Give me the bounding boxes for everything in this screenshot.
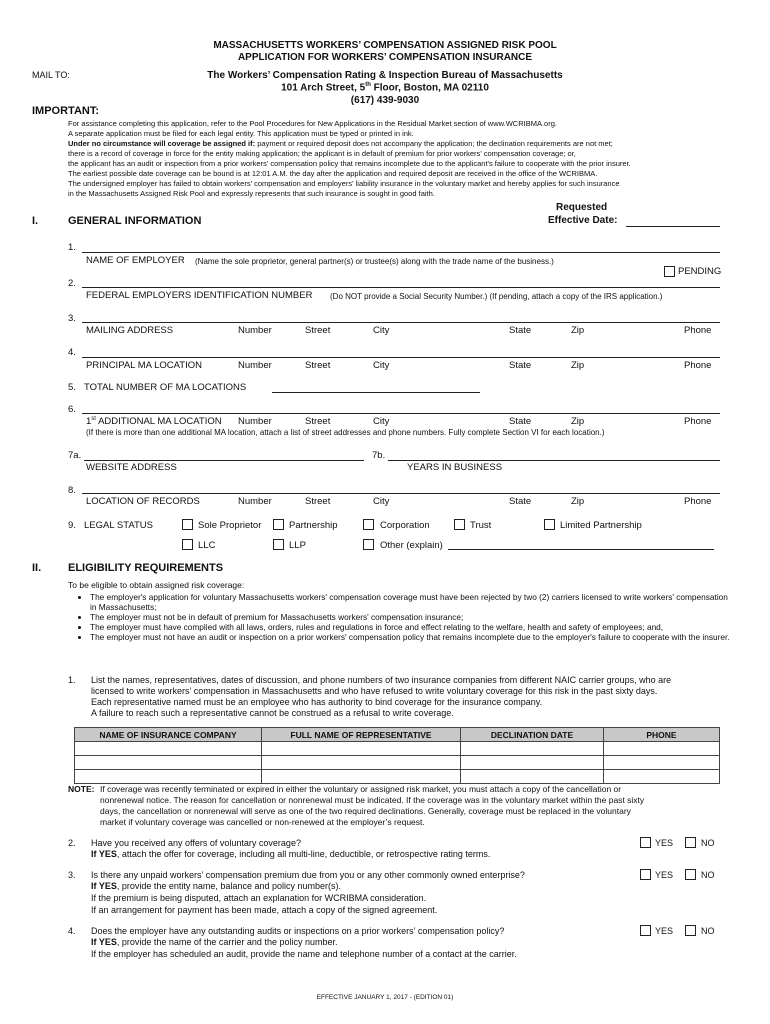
- q3-yes-label: YES: [655, 870, 674, 880]
- note-line3: days, the cancellation or nonrenewal will serve as one of the two required declinations. Generally, coverage must be replaced in the voluntary: [100, 806, 631, 816]
- trust-label: Trust: [470, 520, 492, 531]
- declination-table: [74, 727, 720, 784]
- table-cell[interactable]: [461, 756, 604, 770]
- trust-checkbox[interactable]: [454, 519, 465, 530]
- table-cell[interactable]: [75, 742, 262, 756]
- q1-line4: A failure to reach such a representative cannot be construed as a refusal to write coverage.: [91, 708, 454, 718]
- years-in-business-label: YEARS IN BUSINESS: [407, 462, 503, 473]
- note-line1: If coverage was recently terminated or expired in either the voluntary or assigned risk market, you must attach a copy of the cancellation or: [100, 784, 622, 794]
- effective-date-field[interactable]: [626, 226, 720, 227]
- col-insurance-company: NAME OF INSURANCE COMPANY: [75, 728, 262, 742]
- q3-yes-checkbox[interactable]: [640, 869, 651, 880]
- q2-yes-checkbox[interactable]: [640, 837, 651, 848]
- important-line5: the applicant has an audit or inspection from a prior workers’ compensation policy that remains incomplete due to the applicant's failure to cooperate with the prior insurer.: [68, 159, 631, 168]
- table-cell[interactable]: [461, 770, 604, 784]
- eligibility-bullet: • The employer's application for voluntary Massachusetts workers' compensation coverage must have been rejected by two (2) carriers licensed to write workers' compensation in Massachusetts;: [90, 592, 736, 612]
- corporation-label: Corporation: [380, 520, 430, 531]
- principal-location-field[interactable]: [82, 357, 720, 358]
- llp-checkbox[interactable]: [273, 539, 284, 550]
- item9-number: 9.: [68, 520, 76, 531]
- table-cell[interactable]: [262, 770, 461, 784]
- bureau-address: 101 Arch Street, 5th Floor, Boston, MA 02110: [281, 82, 489, 94]
- principal-phone-label: Phone: [684, 360, 712, 371]
- principal-street-label: Street: [305, 360, 331, 371]
- limited-partnership-checkbox[interactable]: [544, 519, 555, 530]
- table-cell[interactable]: [262, 756, 461, 770]
- important-line1: For assistance completing this application, refer to the Pool Procedures for New Applications in the Residual Market section of www.WCRIBMA.org.: [68, 119, 557, 128]
- legal-status-label: LEGAL STATUS: [84, 520, 153, 531]
- total-locations-label: TOTAL NUMBER OF MA LOCATIONS: [84, 382, 247, 393]
- mail-to-label: MAIL TO:: [32, 70, 70, 80]
- table-cell[interactable]: [75, 770, 262, 784]
- q2-number: 2.: [68, 838, 76, 848]
- q3-line3: If the premium is being disputed, attach an explanation for WCRIBMA consideration.: [91, 893, 427, 903]
- important-line2: A separate application must be filed for each legal entity. This application must be typed or printed in ink.: [68, 129, 414, 138]
- mailing-state-label: State: [509, 325, 532, 336]
- important-line8: in the Massachusetts Assigned Risk Pool and expressly represents that such insurance is sought in good faith.: [68, 189, 435, 198]
- corporation-checkbox[interactable]: [363, 519, 374, 530]
- llp-label: LLP: [289, 540, 306, 551]
- records-zip-label: Zip: [571, 496, 585, 507]
- item7b-number: 7b.: [372, 450, 386, 461]
- declination-table-header: [75, 728, 720, 742]
- table-row: [75, 742, 720, 756]
- footer-edition: EFFECTIVE JANUARY 1, 2017 - (EDITION 01): [316, 994, 454, 1001]
- q2-yes-label: YES: [655, 838, 674, 848]
- note-label: NOTE:: [68, 784, 95, 794]
- eligibility-list: [76, 592, 736, 642]
- employer-name-label: NAME OF EMPLOYER: [86, 255, 185, 266]
- eligibility-bullet: • The employer must not have an audit or inspection on a prior workers' compensation policy that remains incomplete due to the employer's failure to cooperate with the insurer.: [90, 632, 736, 642]
- fein-field[interactable]: [82, 287, 720, 288]
- item1-number: 1.: [68, 242, 76, 253]
- sole-proprietor-label: Sole Proprietor: [198, 520, 262, 531]
- principal-number-label: Number: [238, 360, 272, 371]
- additional-state-label: State: [509, 416, 532, 427]
- other-label: Other (explain): [380, 540, 443, 551]
- additional-location-field[interactable]: [82, 413, 720, 414]
- records-city-label: City: [373, 496, 390, 507]
- employer-name-field[interactable]: [82, 252, 720, 253]
- note-line2: nonrenewal notice. The reason for cancellation or nonrenewal must be indicated. If the coverage was in the voluntary market within the past sixty: [100, 795, 645, 805]
- section2-number: II.: [32, 562, 42, 574]
- q3-no-checkbox[interactable]: [685, 869, 696, 880]
- additional-phone-label: Phone: [684, 416, 712, 427]
- eligibility-intro: To be eligible to obtain assigned risk coverage:: [68, 580, 245, 590]
- other-checkbox[interactable]: [363, 539, 374, 550]
- additional-location-label: 1st ADDITIONAL MA LOCATION: [86, 416, 222, 428]
- table-cell[interactable]: [461, 742, 604, 756]
- table-cell[interactable]: [604, 742, 720, 756]
- section2-title: ELIGIBILITY REQUIREMENTS: [68, 562, 224, 574]
- llc-checkbox[interactable]: [182, 539, 193, 550]
- employer-name-note: (Name the sole proprietor, general partner(s) or trustee(s) along with the trade name of the business.): [195, 257, 554, 266]
- principal-state-label: State: [509, 360, 532, 371]
- item5-number: 5.: [68, 382, 76, 393]
- mailing-address-label: MAILING ADDRESS: [86, 325, 174, 336]
- q4-yes-label: YES: [655, 926, 674, 936]
- note-line4: market if voluntary coverage was cancelled or non-renewed at the employer’s request.: [100, 817, 425, 827]
- form-title-line2: APPLICATION FOR WORKERS’ COMPENSATION INSURANCE: [237, 52, 533, 63]
- additional-street-label: Street: [305, 416, 331, 427]
- q2-no-checkbox[interactable]: [685, 837, 696, 848]
- website-field[interactable]: [84, 460, 364, 461]
- table-cell[interactable]: [604, 756, 720, 770]
- col-phone: PHONE: [604, 728, 720, 742]
- website-label: WEBSITE ADDRESS: [86, 462, 177, 473]
- additional-location-note: (If there is more than one additional MA location, attach a list of street addresses and phone numbers. Fully complete Section VI for each location.): [86, 428, 605, 437]
- partnership-checkbox[interactable]: [273, 519, 284, 530]
- mailing-city-label: City: [373, 325, 390, 336]
- col-representative: FULL NAME OF REPRESENTATIVE: [262, 728, 461, 742]
- records-state-label: State: [509, 496, 532, 507]
- table-row: [75, 770, 720, 784]
- q4-line1: Does the employer have any outstanding audits or inspections on a prior workers’ compensation policy?: [91, 926, 505, 936]
- eligibility-bullet: • The employer must not be in default of premium for Massachusetts workers' compensation insurance;: [90, 612, 736, 622]
- q4-number: 4.: [68, 926, 76, 936]
- total-locations-field[interactable]: [272, 392, 480, 393]
- table-cell[interactable]: [604, 770, 720, 784]
- item6-number: 6.: [68, 404, 76, 415]
- item2-number: 2.: [68, 278, 76, 289]
- item7a-number: 7a.: [68, 450, 82, 461]
- q4-no-checkbox[interactable]: [685, 925, 696, 936]
- records-number-label: Number: [238, 496, 272, 507]
- q1-line1: List the names, representatives, dates of discussion, and phone numbers of two insurance companies from different NAIC carrier groups, who are: [91, 675, 672, 685]
- q3-line1: Is there any unpaid workers’ compensation premium due from you or any other commonly owned enterprise?: [91, 870, 525, 880]
- additional-number-label: Number: [238, 416, 272, 427]
- other-explain-field[interactable]: [448, 549, 714, 550]
- q1-number: 1.: [68, 675, 76, 685]
- mailing-street-label: Street: [305, 325, 331, 336]
- mailing-number-label: Number: [238, 325, 272, 336]
- important-line6: The earliest possible date coverage can be bound is at 12:01 A.M. the day after the application and required deposit are received in the office of the WCRIBMA.: [68, 169, 598, 178]
- principal-zip-label: Zip: [571, 360, 585, 371]
- form-title-line1: MASSACHUSETTS WORKERS’ COMPENSATION ASSIGNED RISK POOL: [213, 40, 557, 51]
- fein-label: FEDERAL EMPLOYERS IDENTIFICATION NUMBER: [86, 290, 313, 301]
- records-location-label: LOCATION OF RECORDS: [86, 496, 200, 507]
- mailing-phone-label: Phone: [684, 325, 712, 336]
- sole-proprietor-checkbox[interactable]: [182, 519, 193, 530]
- requested-label: Requested: [556, 202, 608, 213]
- q4-line2: If YES, provide the name of the carrier and the policy number.: [91, 937, 338, 947]
- table-cell[interactable]: [262, 742, 461, 756]
- item3-number: 3.: [68, 313, 76, 324]
- important-line7: The undersigned employer has failed to obtain workers' compensation and employers' liability insurance in the voluntary market and hereby applies for such insurance: [68, 179, 620, 188]
- important-line4: there is a record of coverage in force for the entity making application; the applicant is in default of premium for prior workers’ compensation coverage; or,: [68, 149, 576, 158]
- section1-title: GENERAL INFORMATION: [68, 215, 202, 227]
- llc-label: LLC: [198, 540, 216, 551]
- q4-no-label: NO: [701, 926, 715, 936]
- q1-line2: licensed to write workers’ compensation in Massachusetts and who have refused to write voluntary coverage for this risk in the past sixty days.: [91, 686, 658, 696]
- q2-line2: If YES, attach the offer for coverage, including all multi-line, deductible, or retrospective rating terms.: [91, 849, 491, 859]
- q3-line2: If YES, provide the entity name, balance and policy number(s).: [91, 881, 341, 891]
- records-phone-label: Phone: [684, 496, 712, 507]
- item4-number: 4.: [68, 347, 76, 358]
- bureau-name: The Workers’ Compensation Rating & Inspection Bureau of Massachusetts: [207, 70, 563, 81]
- q3-no-label: NO: [701, 870, 715, 880]
- principal-location-label: PRINCIPAL MA LOCATION: [86, 360, 202, 371]
- principal-city-label: City: [373, 360, 390, 371]
- col-declination-date: DECLINATION DATE: [461, 728, 604, 742]
- q2-no-label: NO: [701, 838, 715, 848]
- table-cell[interactable]: [75, 756, 262, 770]
- item8-number: 8.: [68, 485, 76, 496]
- mailing-address-field[interactable]: [82, 322, 720, 323]
- eligibility-bullet: • The employer must have complied with all laws, orders, rules and regulations in force and effect relating to the welfare, health and safety of employees; and,: [90, 622, 736, 632]
- q1-line3: Each representative named must be an employee who has authority to bind coverage for the insurance company.: [91, 697, 543, 707]
- section1-number: I.: [32, 215, 39, 227]
- q3-number: 3.: [68, 870, 76, 880]
- effective-date-label: Effective Date:: [548, 215, 618, 226]
- fein-note: (Do NOT provide a Social Security Number.) (If pending, attach a copy of the IRS application.): [330, 292, 663, 301]
- important-heading: IMPORTANT:: [32, 105, 100, 117]
- pending-label: PENDING: [678, 266, 722, 277]
- q2-line1: Have you received any offers of voluntary coverage?: [91, 838, 301, 848]
- limited-partnership-label: Limited Partnership: [560, 520, 642, 531]
- mailing-zip-label: Zip: [571, 325, 585, 336]
- important-line3: Under no circumstance will coverage be assigned if: payment or required deposit does not accompany the application; the declination requirements are not met;: [68, 139, 613, 148]
- bureau-phone: (617) 439-9030: [350, 95, 420, 106]
- additional-city-label: City: [373, 416, 390, 427]
- table-row: [75, 756, 720, 770]
- records-street-label: Street: [305, 496, 331, 507]
- q3-line4: If an arrangement for payment has been made, attach a copy of the signed agreement.: [91, 905, 438, 915]
- pending-checkbox[interactable]: [664, 266, 675, 277]
- q4-yes-checkbox[interactable]: [640, 925, 651, 936]
- partnership-label: Partnership: [289, 520, 338, 531]
- years-in-business-field[interactable]: [388, 460, 720, 461]
- records-location-field[interactable]: [82, 493, 720, 494]
- q4-line3: If the employer has scheduled an audit, provide the name and telephone number of a contact at the carrier.: [91, 949, 517, 959]
- additional-zip-label: Zip: [571, 416, 585, 427]
